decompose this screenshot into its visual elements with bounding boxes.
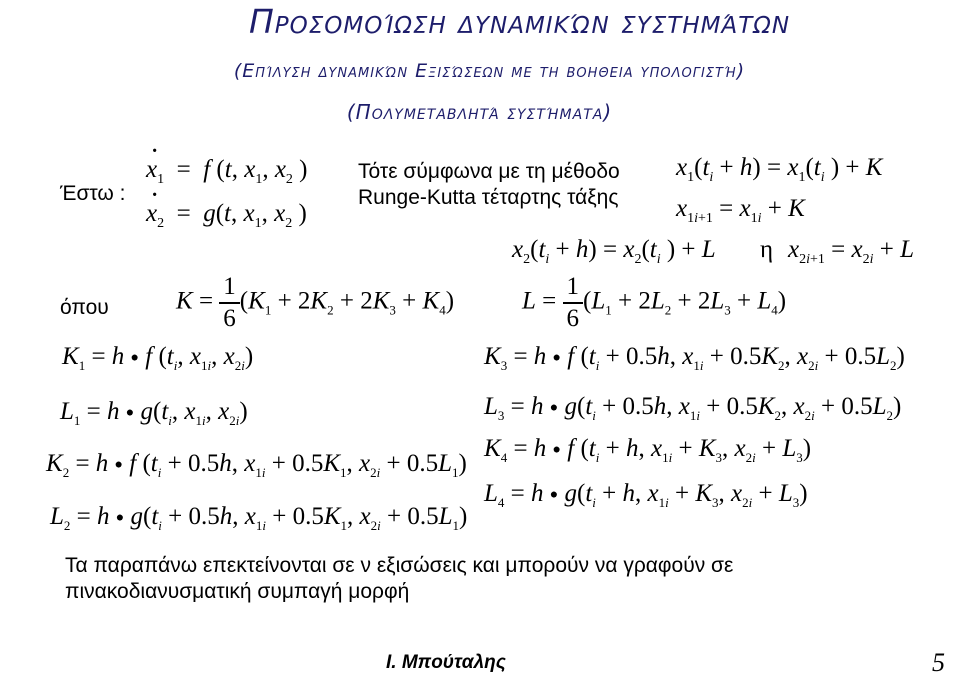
equation-L2: $L_2 = h$ ● $g(t_i + 0.5h$, $x_{1i} + 0.5K_1$, $x_{2i} + 0.5L_1$) [50, 503, 468, 533]
equation-x2-dot: · $x_2 = g(t$, $x_1$, $x_2$ ) [146, 200, 307, 232]
equation-L4: $L_4 = h$ ● $g(t_i + h$, $x_{1i} + K_3$, $x_{2i} + L_3$) [484, 480, 808, 510]
opou-label: όπου [60, 296, 109, 319]
equation-K: K = $\frac{1}{6}$ $(K_1 + 2K_2 + 2K_3 + K_4)$ [176, 273, 455, 332]
equation-L3: $L_3 = h$ ● $g(t_i + 0.5h$, $x_{1i} + 0.5K_2$, $x_{2i} + 0.5L_2$) [484, 393, 902, 423]
method-text-line1: Τότε σύμφωνα με τη μέθοδο [358, 160, 620, 183]
equation-x1-index: $x_{1i+1} = x_{1i} + K$ [676, 195, 805, 226]
footer-author: Ι. Μπούταλης [386, 652, 506, 673]
equation-x2-index: $x_{2i+1} = x_{2i} + L$ [788, 236, 915, 267]
equation-K3: $K_3 = h$ ● f ($t_i + 0.5h$, $x_{1i} + 0.5K_2$, $x_{2i} + 0.5L_2$) [484, 343, 905, 373]
equation-K4: $K_4 = h$ ● f ($t_i + h$, $x_{1i} + K_3$, $x_{2i} + L_3$) [484, 435, 812, 465]
page-number: 5 [932, 648, 945, 677]
equation-x1-dot: · $x_1 = f$ (t, $x_1$, $x_2$ ) [146, 156, 308, 188]
page-title: Προσομοίωση δυναμικών συστημάτων [248, 2, 791, 41]
method-text-line2: Runge-Kutta τέταρτης τάξης [358, 186, 619, 209]
eta-symbol: η [760, 236, 774, 263]
equation-x1-next: $x_1(t_i + h) = x_1(t_i$ ) + K [676, 154, 883, 185]
equation-K1: $K_1 = h$ ● f ($t_i$, $x_{1i}$, $x_{2i}$) [62, 343, 254, 373]
bottom-text-line2: πινακοδιανυσματική συμπαγή μορφή [65, 580, 410, 603]
esto-label: Έστω : [60, 182, 126, 205]
page-subtitle-2: (Πολυμεταβλητά συστήματα) [346, 100, 613, 124]
page-subtitle: (Επίλυση δυναμικών Εξισώσεων με τη βοηθεια υπολογιστή) [233, 60, 746, 82]
bottom-text [65, 553, 733, 605]
footer [0, 650, 959, 679]
equation-K2: $K_2 = h$ ● f ($t_i + 0.5h$, $x_{1i} + 0.5K_1$, $x_{2i} + 0.5L_1$) [46, 450, 467, 480]
bottom-text-line1: Τα παραπάνω επεκτείνονται σε ν εξισώσεις και μπορούν να γραφούν σε [65, 554, 734, 577]
equation-x2-next: $x_2(t_i + h) = x_2(t_i$ ) + L [512, 236, 716, 267]
equation-L: L = $\frac{1}{6}$ $(L_1 + 2L_2 + 2L_3 + L_4)$ [522, 273, 787, 332]
equation-L1: $L_1 = h$ ● $g(t_i$, $x_{1i}$, $x_{2i}$) [60, 398, 248, 428]
